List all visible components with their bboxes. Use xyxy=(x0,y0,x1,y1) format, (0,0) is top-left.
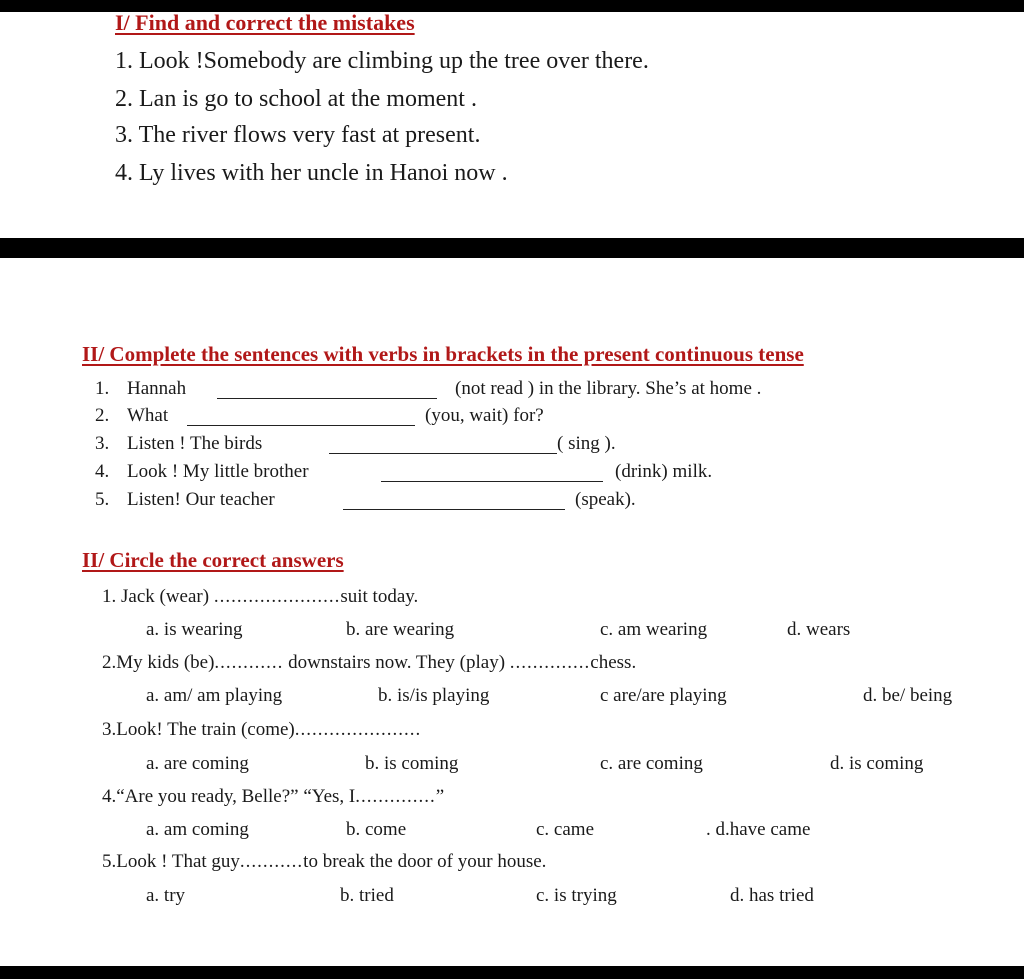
q1-option-b[interactable]: b. are wearing xyxy=(346,619,455,640)
q5-option-a[interactable]: a. try xyxy=(146,885,186,906)
question-text: chess. xyxy=(590,652,637,673)
q5-option-d[interactable]: d. has tried xyxy=(730,885,814,906)
question-text: 2.My kids (be) xyxy=(102,652,215,673)
section-2-heading: II/ Complete the sentences with verbs in brackets in the present continuous tense xyxy=(82,342,804,366)
answer-blank[interactable] xyxy=(187,409,415,426)
q5-option-c[interactable]: c. is trying xyxy=(536,885,617,906)
q3-option-b[interactable]: b. is coming xyxy=(365,753,459,774)
question-text: ” xyxy=(435,786,445,807)
item-number: 3. xyxy=(95,433,110,454)
item-end-text: (not read ) in the library. She’s at home . xyxy=(455,378,762,399)
mistake-item-1: 1. Look !Somebody are climbing up the tree over there. xyxy=(115,48,649,74)
answer-blank[interactable] xyxy=(329,437,557,454)
mistake-item-2: 2. Lan is go to school at the moment . xyxy=(115,86,477,112)
q2-option-c[interactable]: c are/are playing xyxy=(600,685,727,706)
q5-option-b[interactable]: b. tried xyxy=(340,885,394,906)
question-text: 5.Look ! That guy xyxy=(102,851,240,872)
question-text: downstairs now. They (play) xyxy=(283,652,510,673)
complete-item-4 xyxy=(95,461,713,483)
item-start-text: Hannah xyxy=(127,378,187,399)
q4-option-c[interactable]: c. came xyxy=(536,819,595,840)
q1-option-d[interactable]: d. wears xyxy=(787,619,851,640)
answer-dots: ...................... xyxy=(294,719,422,740)
item-number: 5. xyxy=(95,489,110,510)
mistake-item-3: 3. The river flows very fast at present. xyxy=(115,122,481,148)
q3-option-c[interactable]: c. are coming xyxy=(600,753,703,774)
question-1 xyxy=(102,586,418,608)
answer-dots: .............. xyxy=(509,652,591,673)
item-end-text: (you, wait) for? xyxy=(425,405,544,426)
question-text: suit today. xyxy=(340,586,419,607)
answer-blank[interactable] xyxy=(217,382,437,399)
answer-blank[interactable] xyxy=(343,493,565,510)
q2-option-a[interactable]: a. am/ am playing xyxy=(146,685,283,706)
q4-option-d[interactable]: . d.have came xyxy=(706,819,811,840)
complete-item-2 xyxy=(95,405,544,427)
item-start-text: Listen ! The birds xyxy=(127,433,263,454)
question-2 xyxy=(102,652,636,674)
item-end-text: (speak). xyxy=(575,489,636,510)
worksheet-top-panel xyxy=(0,12,1024,238)
q1-option-c[interactable]: c. am wearing xyxy=(600,619,708,640)
q3-option-a[interactable]: a. are coming xyxy=(146,753,249,774)
item-end-text: ( sing ). xyxy=(557,433,616,454)
question-text: 3.Look! The train (come) xyxy=(102,719,295,740)
worksheet-main-panel xyxy=(0,258,1024,966)
answer-dots: ........... xyxy=(239,851,304,872)
complete-item-5 xyxy=(95,489,636,511)
complete-item-1 xyxy=(95,378,762,400)
q2-option-b[interactable]: b. is/is playing xyxy=(378,685,490,706)
question-text: 4.“Are you ready, Belle?” “Yes, I xyxy=(102,786,356,807)
q4-option-b[interactable]: b. come xyxy=(346,819,407,840)
section-1-heading: I/ Find and correct the mistakes xyxy=(115,10,415,35)
question-5 xyxy=(102,851,546,873)
complete-item-3 xyxy=(95,433,616,455)
q2-option-d[interactable]: d. be/ being xyxy=(863,685,953,706)
item-end-text: (drink) milk. xyxy=(615,461,713,482)
item-number: 4. xyxy=(95,461,110,482)
answer-dots: .............. xyxy=(355,786,436,807)
item-number: 1. xyxy=(95,378,110,399)
question-text: 1. Jack (wear) xyxy=(102,586,214,607)
mistake-item-4: 4. Ly lives with her uncle in Hanoi now . xyxy=(115,160,508,186)
section-3-heading: II/ Circle the correct answers xyxy=(82,548,344,572)
answer-dots: ...................... xyxy=(213,586,341,607)
q1-option-a[interactable]: a. is wearing xyxy=(146,619,243,640)
item-start-text: Look ! My little brother xyxy=(127,461,309,482)
item-start-text: Listen! Our teacher xyxy=(127,489,275,510)
item-number: 2. xyxy=(95,405,110,426)
q4-option-a[interactable]: a. am coming xyxy=(146,819,249,840)
question-text: to break the door of your house. xyxy=(303,851,547,872)
question-3 xyxy=(102,719,421,741)
q3-option-d[interactable]: d. is coming xyxy=(830,753,924,774)
answer-blank[interactable] xyxy=(381,465,603,482)
question-4 xyxy=(102,786,444,808)
answer-dots: ............ xyxy=(214,652,284,673)
item-start-text: What xyxy=(127,405,169,426)
